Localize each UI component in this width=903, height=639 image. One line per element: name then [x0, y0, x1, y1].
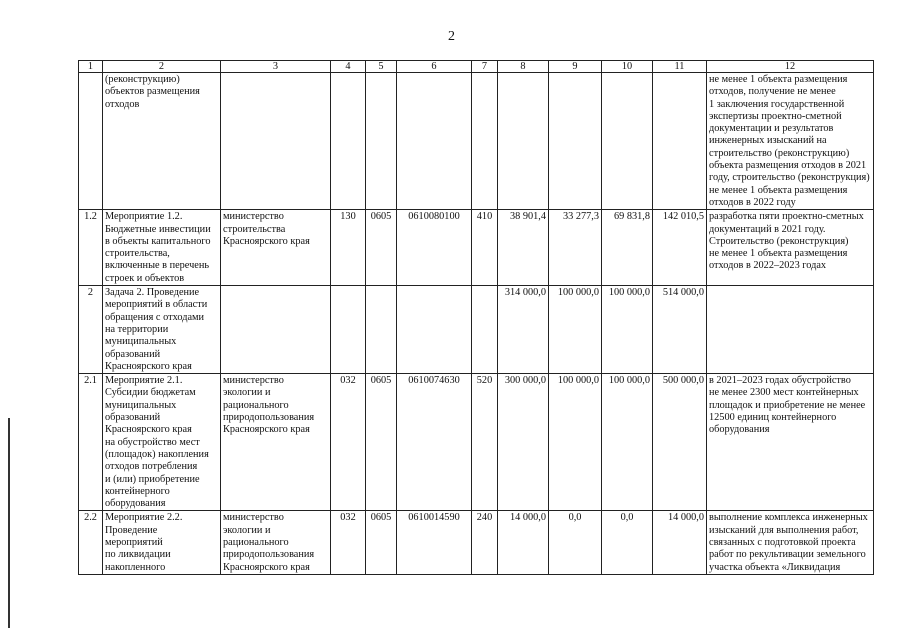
amount-total: 500 000,0	[653, 374, 707, 511]
amount-total: 14 000,0	[653, 511, 707, 575]
header-cell: 7	[472, 61, 498, 73]
amount-2021: 314 000,0	[498, 286, 549, 374]
expense-code: 240	[472, 511, 498, 575]
target-code: 0610080100	[397, 210, 472, 286]
amount-2021	[498, 73, 549, 210]
grbs-code: 130	[331, 210, 366, 286]
amount-2021: 14 000,0	[498, 511, 549, 575]
executor: министерство строительства Красноярского края	[221, 210, 331, 286]
row-number	[79, 73, 103, 210]
header-cell: 1	[79, 61, 103, 73]
row-number: 2.2	[79, 511, 103, 575]
amount-2021: 38 901,4	[498, 210, 549, 286]
table-row	[79, 73, 874, 210]
amount-total: 142 010,5	[653, 210, 707, 286]
amount-2023	[602, 73, 653, 210]
row-number: 2	[79, 286, 103, 374]
expense-code	[472, 286, 498, 374]
row-number: 1.2	[79, 210, 103, 286]
header-cell: 4	[331, 61, 366, 73]
margin-line	[8, 418, 10, 628]
amount-2022	[549, 73, 602, 210]
grbs-code	[331, 286, 366, 374]
expense-code	[472, 73, 498, 210]
row-number: 2.1	[79, 374, 103, 511]
header-cell: 12	[707, 61, 874, 73]
executor: министерство экологии и рационального природопользования Красноярского края	[221, 374, 331, 511]
expected-result: разработка пяти проектно-сметных документаций в 2021 году. Строительство (реконструкция) не менее 1 объекта размещения отходов в 2022–2023 годах	[707, 210, 874, 286]
header-cell: 6	[397, 61, 472, 73]
budget-table	[78, 60, 874, 575]
amount-2021: 300 000,0	[498, 374, 549, 511]
header-cell: 5	[366, 61, 397, 73]
section-code: 0605	[366, 210, 397, 286]
executor	[221, 286, 331, 374]
executor	[221, 73, 331, 210]
expected-result: в 2021–2023 годах обустройство не менее 2300 мест контейнерных площадок и приобретение не менее 12500 единиц контейнерного оборудования	[707, 374, 874, 511]
target-code: 0610014590	[397, 511, 472, 575]
grbs-code: 032	[331, 511, 366, 575]
target-code	[397, 286, 472, 374]
target-code	[397, 73, 472, 210]
amount-2023: 69 831,8	[602, 210, 653, 286]
amount-2022: 0,0	[549, 511, 602, 575]
expected-result: не менее 1 объекта размещения отходов, получение не менее 1 заключения государственной экспертизы проектно-сметной документации и результатов инженерных изысканий на строительство (реконструкцию) объекта размещения отходов в 2021 году, строительство (реконструкция) не менее 1 объекта размещения отходов в 2022 году	[707, 73, 874, 210]
executor: министерство экологии и рационального природопользования Красноярского края	[221, 511, 331, 575]
amount-total	[653, 73, 707, 210]
amount-2022: 100 000,0	[549, 374, 602, 511]
target-code: 0610074630	[397, 374, 472, 511]
activity-name: Мероприятие 1.2. Бюджетные инвестиции в объекты капитального строительства, включенные в перечень строек и объектов	[103, 210, 221, 286]
table-row	[79, 374, 874, 511]
table-row	[79, 511, 874, 575]
table-row	[79, 210, 874, 286]
amount-total: 514 000,0	[653, 286, 707, 374]
section-code: 0605	[366, 374, 397, 511]
header-cell: 8	[498, 61, 549, 73]
activity-name: Мероприятие 2.2. Проведение мероприятий по ликвидации накопленного	[103, 511, 221, 575]
grbs-code: 032	[331, 374, 366, 511]
amount-2023: 100 000,0	[602, 286, 653, 374]
section-code	[366, 286, 397, 374]
header-cell: 9	[549, 61, 602, 73]
amount-2023: 0,0	[602, 511, 653, 575]
expense-code: 520	[472, 374, 498, 511]
header-cell: 10	[602, 61, 653, 73]
activity-name: Мероприятие 2.1. Субсидии бюджетам муниципальных образований Красноярского края на обустройство мест (площадок) накопления отходов потребления и (или) приобретение контейнерного оборудования	[103, 374, 221, 511]
section-code	[366, 73, 397, 210]
amount-2023: 100 000,0	[602, 374, 653, 511]
header-cell: 11	[653, 61, 707, 73]
activity-name: (реконструкцию) объектов размещения отходов	[103, 73, 221, 210]
expected-result: выполнение комплекса инженерных изысканий для выполнения работ, связанных с подготовкой проекта работ по рекультивации земельного участка объекта «Ликвидация	[707, 511, 874, 575]
page-number: 2	[448, 29, 455, 44]
section-code: 0605	[366, 511, 397, 575]
expected-result	[707, 286, 874, 374]
header-cell: 2	[103, 61, 221, 73]
task-name: Задача 2. Проведение мероприятий в области обращения с отходами на территории муниципальных образований Красноярского края	[103, 286, 221, 374]
header-cell: 3	[221, 61, 331, 73]
grbs-code	[331, 73, 366, 210]
expense-code: 410	[472, 210, 498, 286]
amount-2022: 100 000,0	[549, 286, 602, 374]
table-row	[79, 286, 874, 374]
amount-2022: 33 277,3	[549, 210, 602, 286]
header-row	[79, 61, 874, 73]
